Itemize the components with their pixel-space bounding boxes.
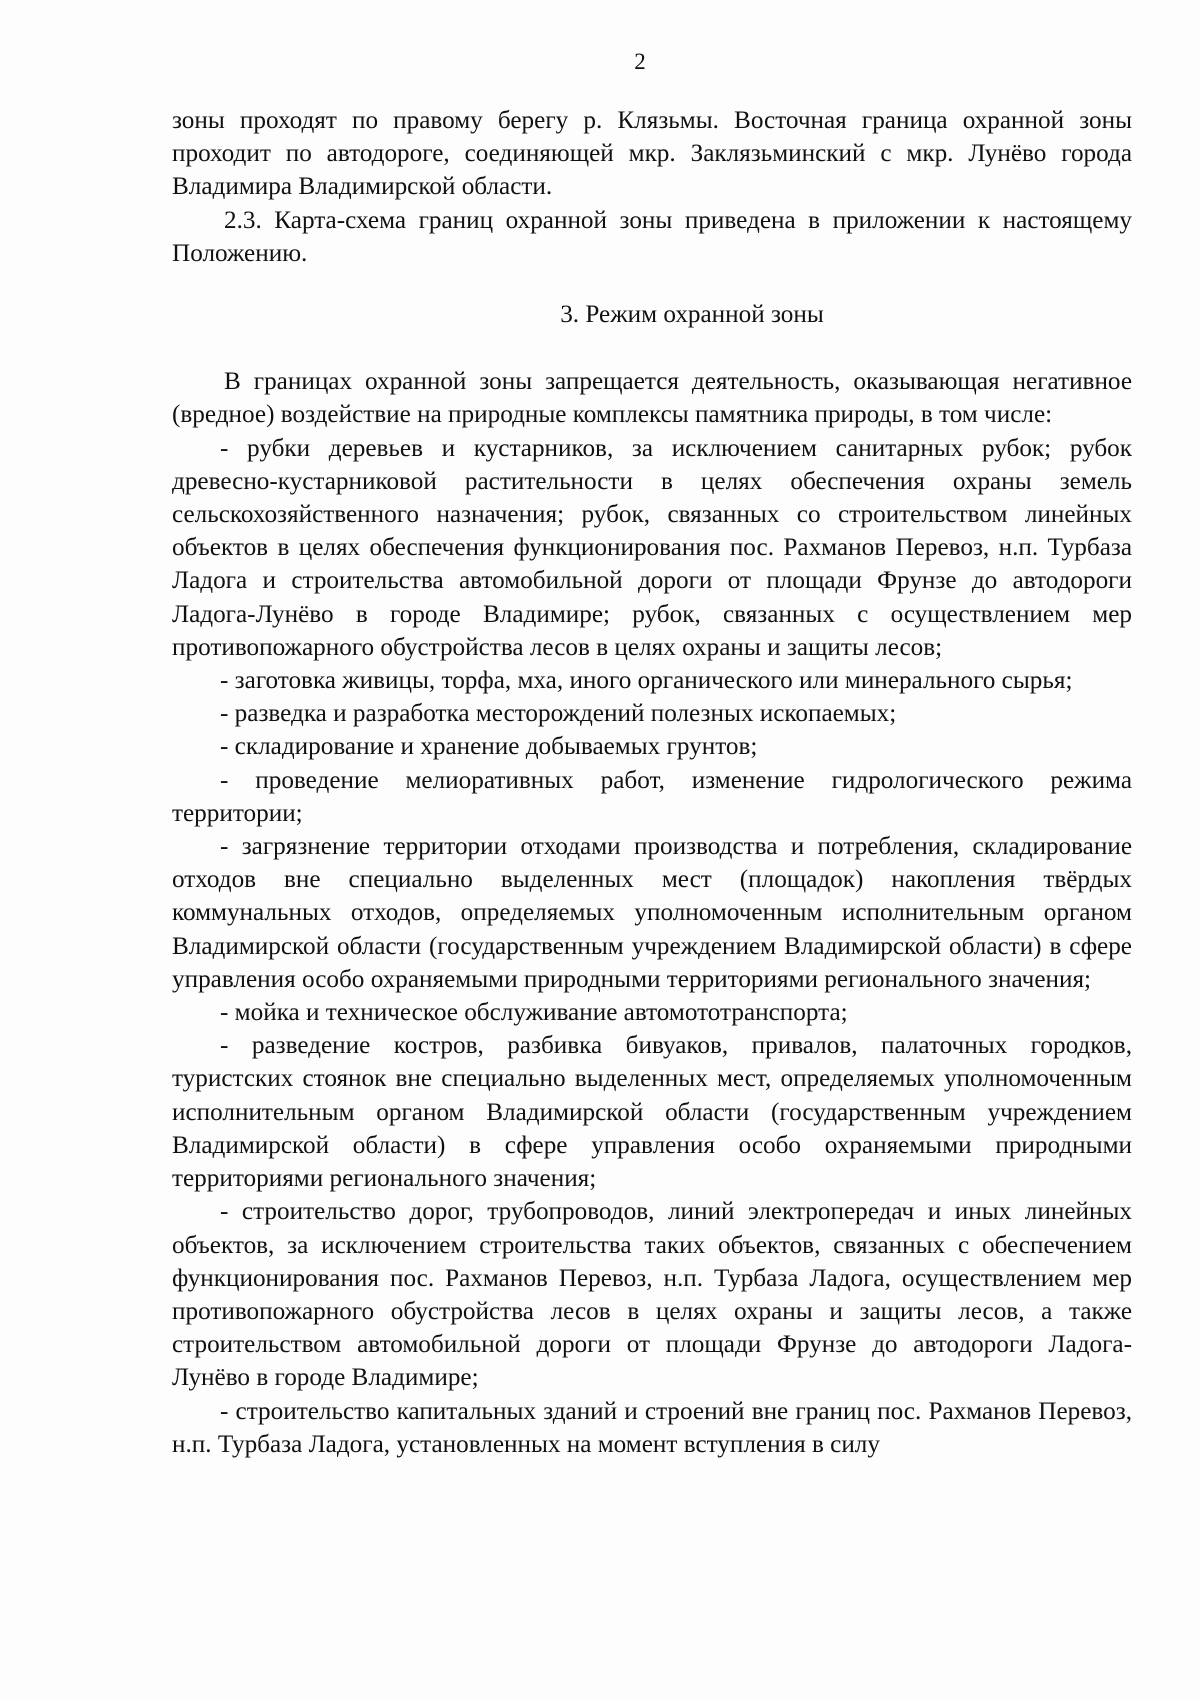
list-item: - складирование и хранение добываемых грунтов; (220, 733, 758, 761)
document-body (172, 104, 1132, 1461)
list-item: - разведка и разработка месторождений полезных ископаемых; (220, 700, 897, 728)
list-item: - рубки деревьев и кустарников, за исключением санитарных рубок; рубок древесно-кустарниковой растительности в целях обеспечения охраны земель сельскохозяйственного назначения; рубок, связанных со строительством линейных объектов в целях обеспечения функционирования пос. Рахманов Перевоз, н.п. Турбаза Ладога и строительства автомобильной дороги от площади Фрунзе до автодороги Ладога-Лунёво в городе Владимире; рубок, связанных с осуществлением мер противопожарного обустройства лесов в целях охраны и защиты лесов; (172, 434, 1132, 661)
list-item: - заготовка живицы, торфа, мха, иного органического или минерального сырья; (220, 667, 1073, 695)
list-item: - строительство дорог, трубопроводов, линий электропередач и иных линейных объектов, за исключением строительства таких объектов, связанных с обеспечением функционирования пос. Рахманов Перевоз, н.п. Турбаза Ладога, осуществлением мер противопожарного обустройства лесов в целях охраны и защиты лесов, а также строительством автомобильной дороги от площади Фрунзе до автодороги Ладога-Лунёво в городе Владимире; (172, 1198, 1132, 1392)
list-item: - проведение мелиоративных работ, изменение гидрологического режима территории; (172, 766, 1132, 827)
paragraph-prohibited-activity: В границах охранной зоны запрещается деятельность, оказывающая негативное (вредное) воздействие на природные комплексы памятника природы, в том числе: (172, 368, 1132, 429)
section-heading: 3. Режим охранной зоны (560, 301, 824, 329)
paragraph-zone-boundary: зоны проходят по правому берегу р. Клязьмы. Восточная граница охранной зоны проходит по автодороге, соединяющей мкр. Заклязьминский с мкр. Лунёво города Владимира Владимирской области. (172, 107, 1132, 201)
paragraph-map-scheme: 2.3. Карта-схема границ охранной зоны приведена в приложении к настоящему Положению. (172, 206, 1132, 267)
page-number: 2 (634, 49, 646, 74)
list-item: - загрязнение территории отходами производства и потребления, складирование отходов вне специально выделенных мест (площадок) накопления твёрдых коммунальных отходов, определяемых уполномоченным исполнительным органом Владимирской области (государственным учреждением Владимирской области) в сфере управления особо охраняемыми природными территориями регионального значения; (172, 833, 1132, 993)
list-item: - разведение костров, разбивка бивуаков, привалов, палаточных городков, туристских стоянок вне специально выделенных мест, определяемых уполномоченным исполнительным органом Владимирской области (государственным учреждением Владимирской области) в сфере управления особо охраняемыми природными территориями регионального значения; (172, 1032, 1132, 1193)
list-item: - мойка и техническое обслуживание автомототранспорта; (220, 999, 848, 1027)
list-item: - строительство капитальных зданий и строений вне границ пос. Рахманов Перевоз, н.п. Турбаза Ладога, установленных на момент вступления в силу (172, 1397, 1132, 1458)
